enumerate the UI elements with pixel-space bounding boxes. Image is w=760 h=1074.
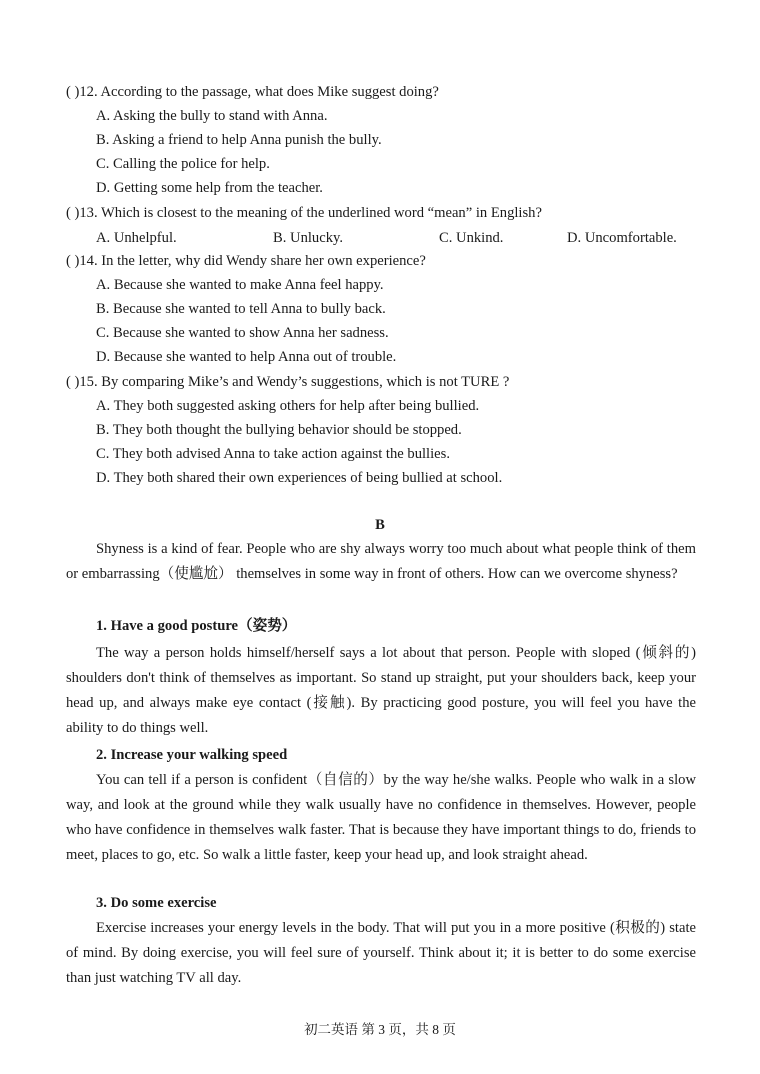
paragraph-3 [66,916,696,991]
question-13: ( )13. Which is closest to the meaning of the underlined word “mean” in English? [66,205,542,221]
paragraph-2 [66,768,696,868]
heading-3: 3. Do some exercise [96,895,217,911]
q15-option-d: D. They both shared their own experiences of being bullied at school. [96,470,503,486]
q13-option-b: B. Unlucky. [273,230,343,246]
question-14: ( )14. In the letter, why did Wendy share her own experience? [66,253,426,269]
paragraph-1 [66,641,696,741]
passage-intro-text: Shyness is a kind of fear. People who are shy always worry too much about what people think of them or embarrassing（使尴尬） themselves in some way in front of others. How can we overcome shyness? [66,541,696,582]
paragraph-1-text: The way a person holds himself/herself says a lot about that person. People with sloped (倾斜的) shoulders don't think of themselves as important. So stand up straight, put your shoulders back, keep your head up, and always make eye contact (接触). By practicing good posture, you will feel you have the ability to do things well. [66,645,696,736]
q14-option-b: B. Because she wanted to tell Anna to bully back. [96,301,386,317]
q12-option-a: A. Asking the bully to stand with Anna. [96,108,328,124]
heading-1: 1. Have a good posture（姿势） [96,618,297,634]
passage-intro [66,537,696,587]
q14-option-d: D. Because she wanted to help Anna out of trouble. [96,349,397,365]
page-footer: 初二英语 第 3 页，共 8 页 [304,1022,456,1037]
q15-option-b: B. They both thought the bullying behavior should be stopped. [96,422,462,438]
question-12: ( )12. According to the passage, what does Mike suggest doing? [66,84,439,100]
question-15: ( )15. By comparing Mike’s and Wendy’s suggestions, which is not TURE ? [66,374,510,390]
q13-option-d: D. Uncomfortable. [567,230,677,246]
q15-option-c: C. They both advised Anna to take action against the bullies. [96,446,450,462]
q15-option-a: A. They both suggested asking others for help after being bullied. [96,398,480,414]
q13-option-c: C. Unkind. [439,230,504,246]
section-b-title: B [375,517,385,533]
heading-2: 2. Increase your walking speed [96,747,288,763]
q14-option-c: C. Because she wanted to show Anna her sadness. [96,325,389,341]
q14-option-a: A. Because she wanted to make Anna feel happy. [96,277,384,293]
q12-option-b: B. Asking a friend to help Anna punish the bully. [96,132,382,148]
q12-option-c: C. Calling the police for help. [96,156,270,172]
q13-option-a: A. Unhelpful. [96,230,177,246]
paragraph-3-text: Exercise increases your energy levels in the body. That will put you in a more positive (积极的) state of mind. By doing exercise, you will feel sure of yourself. Think about it; it is better to do some exercise than just watching TV all day. [66,920,696,986]
paragraph-2-text: You can tell if a person is confident（自信的）by the way he/she walks. People who walk in a slow way, and look at the ground while they walk usually have no confidence in themselves. However, people who have confidence in themselves walk faster. That is because they have important things to do, friends to meet, places to go, etc. So walk a little faster, keep your head up, and look straight ahead. [66,772,696,863]
q12-option-d: D. Getting some help from the teacher. [96,180,323,196]
